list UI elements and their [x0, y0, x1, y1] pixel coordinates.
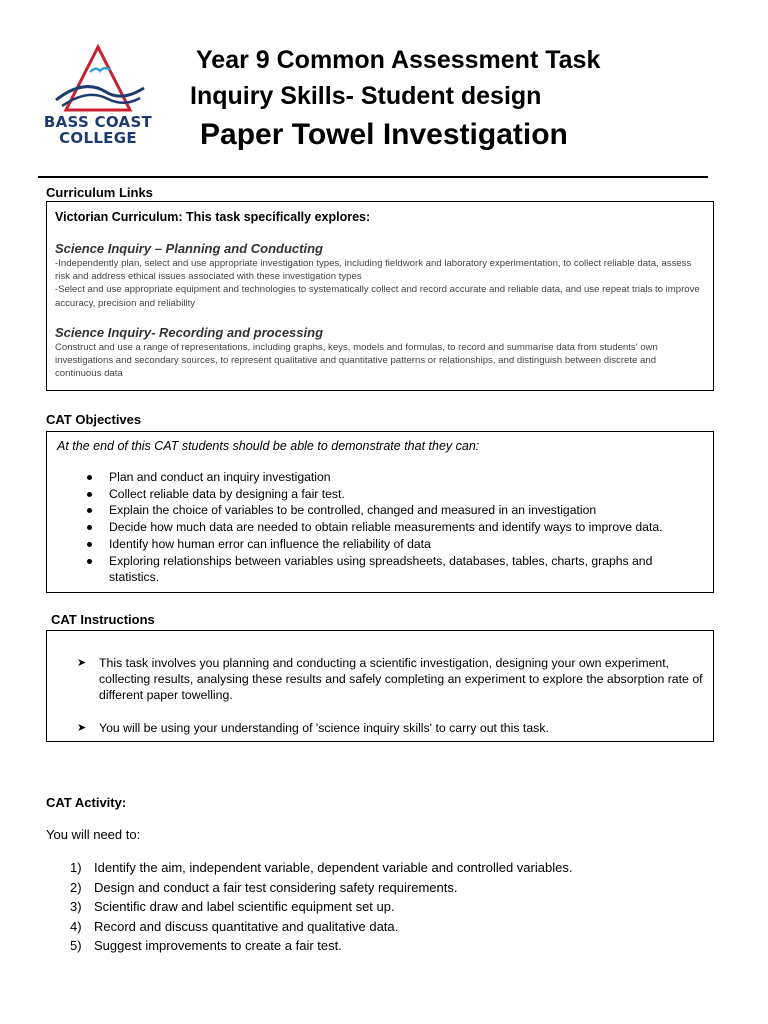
objectives-list	[57, 469, 703, 586]
recording-heading: Science Inquiry- Recording and processing	[55, 324, 324, 340]
page-title: Paper Towel Investigation	[200, 118, 568, 151]
triangle-bird-emblem-icon	[48, 44, 148, 114]
objective-item: Exploring relationships between variables using spreadsheets, databases, tables, charts, graphs and statistics.	[57, 553, 703, 586]
objectives-lead: At the end of this CAT students should be able to demonstrate that they can:	[57, 439, 480, 453]
objectives-box	[46, 431, 714, 593]
planning-text: -Independently plan, select and use appropriate investigation types, including fieldwork and laboratory experimentation, to collect reliable data, assess risk and address ethical issues associated with these investigation types	[55, 258, 692, 283]
objective-item: Decide how much data are needed to obtain reliable measurements and identify ways to improve data.	[57, 519, 703, 536]
instruction-text: This task involves you planning and conducting a scientific investigation, designing your own experiment, collecting results, analysing these results and safely completing an experiment to explore the absorption rate of different paper towelling.	[99, 656, 703, 703]
objective-item: Collect reliable data by designing a fair test.	[57, 486, 703, 503]
activity-item: 5) Suggest improvements to create a fair test.	[70, 938, 342, 953]
curriculum-lead: Victorian Curriculum: This task specifically explores:	[55, 210, 371, 224]
instructions-heading: CAT Instructions	[51, 612, 155, 627]
college-logo	[38, 44, 158, 150]
recording-text: Construct and use a range of representations, including graphs, keys, models and formulas, to record and summarise data from students' own investigations and secondary sources, to represent qualitative and quantitative patterns or relationships, and distinguish between discrete and continuous data	[55, 341, 658, 380]
arrow-bullet-icon: ➤	[77, 657, 87, 669]
logo-name-line1: BASS COAST	[43, 113, 153, 131]
instruction-item	[47, 655, 703, 704]
activity-list	[46, 858, 572, 956]
planning-heading: Science Inquiry – Planning and Conducting	[55, 241, 323, 256]
instruction-item	[47, 720, 703, 736]
activity-item: 1) Identify the aim, independent variable, dependent variable and controlled variables.	[70, 860, 573, 875]
instruction-text: You will be using your understanding of 'science inquiry skills' to carry out this task.	[99, 720, 549, 735]
activity-item: 2) Design and conduct a fair test considering safety requirements.	[70, 879, 458, 895]
curriculum-heading: Curriculum Links	[46, 185, 153, 200]
activity-need: You will need to:	[46, 827, 141, 842]
arrow-bullet-icon: ➤	[77, 721, 87, 734]
instructions-box	[46, 630, 714, 742]
objectives-heading: CAT Objectives	[46, 412, 142, 427]
objective-item: Explain the choice of variables to be controlled, changed and measured in an investigation	[57, 502, 703, 519]
objective-item: Identify how human error can influence the reliability of data	[57, 536, 703, 553]
header-rule	[38, 176, 708, 178]
activity-item: 4) Record and discuss quantitative and qualitative data.	[70, 918, 399, 934]
curriculum-box	[46, 201, 714, 391]
activity-item: 3) Scientific draw and label scientific equipment set up.	[70, 899, 395, 914]
activity-heading: CAT Activity:	[46, 795, 127, 810]
title-line2: Inquiry Skills- Student design	[190, 82, 542, 110]
objective-item: Plan and conduct an inquiry investigation	[57, 469, 703, 486]
title-line1: Year 9 Common Assessment Task	[196, 46, 601, 74]
logo-name-line2: COLLEGE	[59, 129, 137, 147]
planning-text-2: -Select and use appropriate equipment and technologies to systematically collect and record accurate and reliable data, and use repeat trials to improve accuracy, precision and reliability	[55, 284, 700, 309]
